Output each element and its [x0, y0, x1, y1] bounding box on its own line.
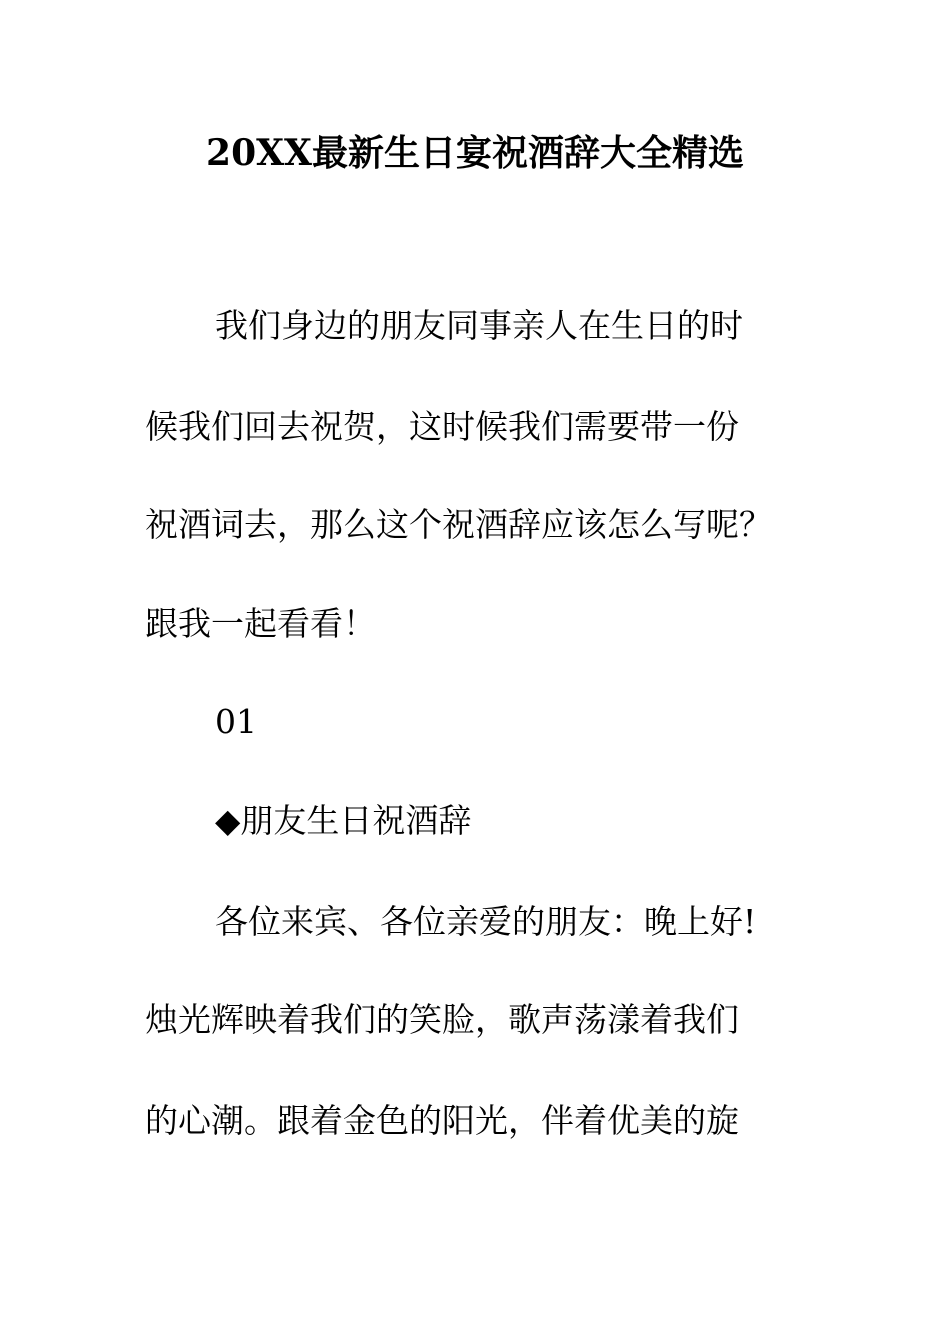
paragraph-line: 跟我一起看看！ — [145, 604, 376, 643]
section-number-text: 01 — [215, 702, 257, 741]
paragraph-line: 各位来宾、各位亲爱的朋友：晚上好! — [215, 902, 757, 941]
paragraph-line: 的心潮。跟着金色的阳光，伴着优美的旋 — [145, 1101, 739, 1140]
paragraph-line: 祝酒词去，那么这个祝酒辞应该怎么写呢？ — [145, 505, 772, 544]
section-heading-text: ◆朋友生日祝酒辞 — [215, 801, 472, 840]
paragraph-line: 烛光辉映着我们的笑脸，歌声荡漾着我们 — [145, 1000, 739, 1039]
document-title: 20XX最新生日宴祝酒辞大全精选 — [206, 132, 744, 174]
paragraph-line: 我们身边的朋友同事亲人在生日的时 — [215, 306, 743, 345]
paragraph-line: 候我们回去祝贺，这时候我们需要带一份 — [145, 407, 739, 446]
